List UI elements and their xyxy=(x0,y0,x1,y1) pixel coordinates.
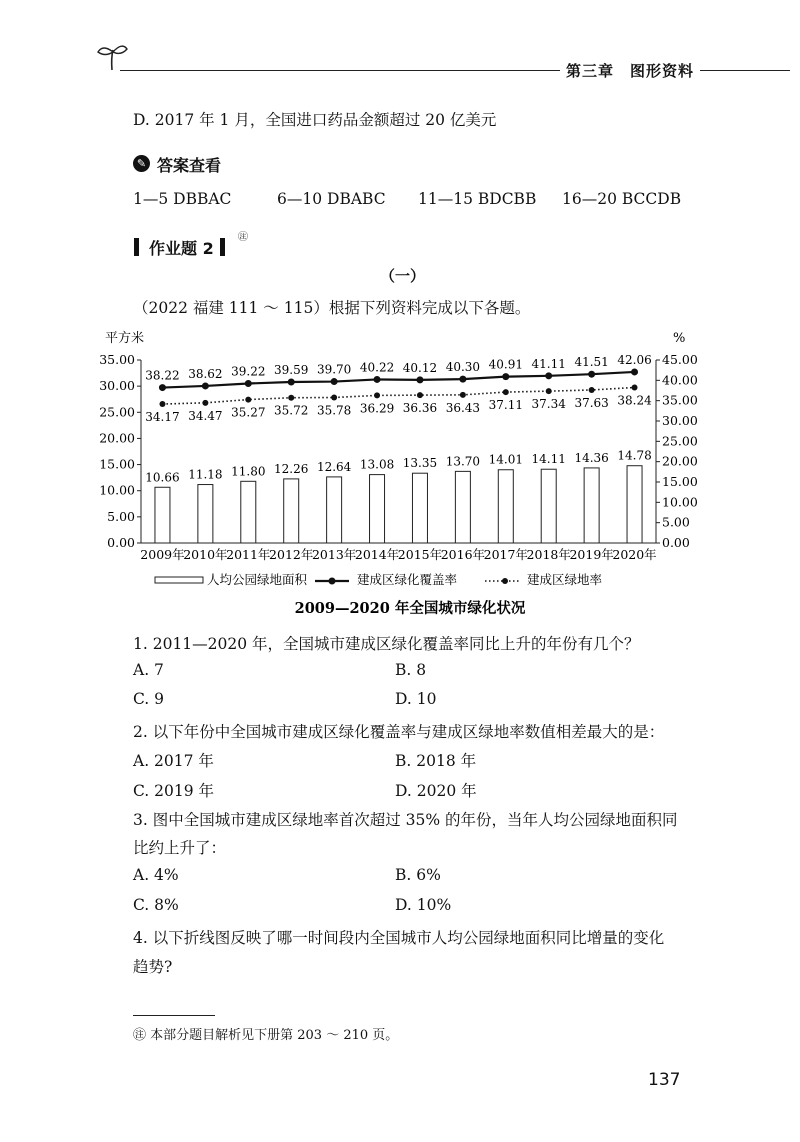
greenland-point xyxy=(546,388,552,394)
coverage-point xyxy=(331,378,338,385)
coverage-label: 41.51 xyxy=(574,355,609,370)
bar-2010年 xyxy=(198,485,213,543)
greenland-point xyxy=(589,387,595,393)
q3-stem-line1: 3. 图中全国城市建成区绿地率首次超过 35% 的年份，当年人均公园绿地面积同 xyxy=(133,811,678,829)
bar-label: 11.80 xyxy=(231,464,266,479)
coverage-label: 40.30 xyxy=(445,360,481,375)
x-tick-label: 2015年 xyxy=(397,547,443,562)
bar-label: 14.78 xyxy=(617,448,652,463)
left-tick-label: 10.00 xyxy=(99,482,135,498)
right-tick-label: 10.00 xyxy=(662,494,698,510)
q2-stem: 2. 以下年份中全国城市建成区绿化覆盖率与建成区绿地率数值相差最大的是： xyxy=(133,723,665,741)
footnote-mark: ㊟ xyxy=(238,232,248,243)
sprout-icon xyxy=(95,40,129,74)
right-tick-label: 40.00 xyxy=(662,372,698,388)
coverage-point xyxy=(631,368,638,375)
greenland-label: 36.36 xyxy=(402,401,438,416)
q1-option-d: D. 10 xyxy=(395,690,437,708)
right-tick-label: 35.00 xyxy=(662,392,698,408)
x-tick-label: 2010年 xyxy=(183,547,228,562)
x-tick-label: 2011年 xyxy=(226,547,271,562)
bar-2020年 xyxy=(627,466,642,543)
greenland-label: 35.27 xyxy=(231,405,266,420)
greenland-point xyxy=(460,392,466,398)
greenland-point xyxy=(417,392,423,398)
bar-label: 13.70 xyxy=(445,454,481,469)
bar-label: 12.64 xyxy=(316,459,352,474)
greenland-label: 38.24 xyxy=(617,393,652,408)
q2-option-a: A. 2017 年 xyxy=(133,752,214,770)
q3-option-b: B. 6% xyxy=(395,866,441,884)
q1-option-b: B. 8 xyxy=(395,661,427,679)
coverage-label: 41.11 xyxy=(531,356,566,371)
bar-label: 14.36 xyxy=(574,450,609,465)
greenland-point xyxy=(245,397,251,403)
legend-dotted-label: 建成区绿地率 xyxy=(527,572,603,587)
left-unit-label: 平方米 xyxy=(105,331,145,346)
left-tick-label: 25.00 xyxy=(99,404,135,420)
greening-chart xyxy=(95,325,725,625)
bar-2009年 xyxy=(155,487,170,543)
greenland-label: 36.43 xyxy=(445,400,481,415)
right-tick-label: 5.00 xyxy=(662,514,690,530)
bar-2013年 xyxy=(327,477,342,543)
legend-bar-label: 人均公园绿地面积 xyxy=(207,572,308,587)
answer-2: 6—10 DBABC xyxy=(277,190,386,208)
coverage-point xyxy=(459,376,466,383)
answer-3: 11—15 BDCBB xyxy=(418,190,537,208)
right-unit-label: % xyxy=(673,331,686,346)
part-title: （一） xyxy=(380,267,426,285)
coverage-point xyxy=(288,379,295,386)
x-tick-label: 2014年 xyxy=(354,547,400,562)
greenland-point xyxy=(374,392,380,398)
left-tick-label: 20.00 xyxy=(99,430,135,446)
chapter-title: 第三章 图形资料 xyxy=(566,62,695,80)
bar-2018年 xyxy=(541,469,556,543)
x-tick-label: 2013年 xyxy=(311,547,357,562)
section-bar-right xyxy=(220,238,225,256)
coverage-label: 38.22 xyxy=(145,368,180,383)
greenland-label: 34.47 xyxy=(188,408,223,423)
x-tick-label: 2016年 xyxy=(440,547,486,562)
header-rule-right xyxy=(700,70,790,71)
greenland-label: 37.11 xyxy=(488,398,523,413)
coverage-point xyxy=(159,384,166,391)
q1-stem: 1. 2011—2020 年，全国城市建成区绿化覆盖率同比上升的年份有几个？ xyxy=(133,635,640,653)
bar-2016年 xyxy=(455,471,470,543)
left-tick-label: 35.00 xyxy=(99,352,135,367)
footnote-rule xyxy=(133,1015,215,1016)
x-tick-label: 2009年 xyxy=(140,547,185,562)
bar-2015年 xyxy=(412,473,427,543)
right-tick-label: 0.00 xyxy=(662,535,690,550)
page-number: 137 xyxy=(648,1070,681,1090)
q2-option-d: D. 2020 年 xyxy=(395,782,477,800)
coverage-label: 42.06 xyxy=(617,352,652,367)
x-tick-label: 2018年 xyxy=(526,547,571,562)
chart-title: 2009—2020 年全国城市绿化状况 xyxy=(294,600,526,617)
legend-line-label: 建成区绿化覆盖率 xyxy=(357,572,458,587)
x-tick-label: 2019年 xyxy=(569,547,614,562)
bar-2012年 xyxy=(284,479,299,543)
bar-label: 11.18 xyxy=(188,467,223,482)
right-tick-label: 25.00 xyxy=(662,433,698,449)
coverage-point xyxy=(545,372,552,379)
intro-text: （2022 福建 111 ～ 115）根据下列资料完成以下各题。 xyxy=(133,299,531,317)
coverage-point xyxy=(202,382,209,389)
bar-label: 14.11 xyxy=(531,452,566,467)
x-tick-label: 2020年 xyxy=(612,547,657,562)
q2-option-b: B. 2018 年 xyxy=(395,752,477,770)
bar-label: 14.01 xyxy=(488,452,523,467)
greenland-label: 34.17 xyxy=(145,410,180,425)
greenland-label: 36.29 xyxy=(359,401,395,416)
q3-stem-line2: 比约上升了： xyxy=(133,839,227,857)
coverage-point xyxy=(502,373,509,380)
prev-option-d: D. 2017 年 1 月，全国进口药品金额超过 20 亿美元 xyxy=(133,111,497,129)
greenland-point xyxy=(632,384,638,390)
legend-bar-swatch xyxy=(155,577,203,583)
coverage-point xyxy=(374,376,381,383)
x-tick-label: 2017年 xyxy=(483,547,528,562)
left-tick-label: 0.00 xyxy=(107,535,135,550)
q3-option-a: A. 4% xyxy=(133,866,179,884)
greenland-point xyxy=(202,400,208,406)
greenland-label: 37.34 xyxy=(531,397,566,412)
coverage-label: 39.59 xyxy=(274,363,309,378)
q4-stem-line2: 趋势? xyxy=(133,958,173,976)
bar-2011年 xyxy=(241,481,256,543)
greenland-point xyxy=(331,394,337,400)
coverage-label: 39.22 xyxy=(231,364,266,379)
bar-label: 10.66 xyxy=(145,470,180,485)
coverage-label: 40.91 xyxy=(488,357,523,372)
header-rule-left xyxy=(120,70,560,71)
q2-option-c: C. 2019 年 xyxy=(133,782,215,800)
q1-option-c: C. 9 xyxy=(133,690,165,708)
legend-line-marker xyxy=(329,578,336,585)
section-bar-left xyxy=(134,238,139,256)
q3-option-d: D. 10% xyxy=(395,896,452,914)
right-tick-label: 30.00 xyxy=(662,413,698,428)
bar-2019年 xyxy=(584,468,599,543)
footnote-text: ㊟ 本部分题目解析见下册第 203 ～ 210 页。 xyxy=(133,1028,399,1043)
coverage-label: 38.62 xyxy=(188,366,223,381)
left-tick-label: 5.00 xyxy=(107,508,135,524)
answer-4: 16—20 BCCDB xyxy=(562,190,682,208)
bar-label: 13.35 xyxy=(402,456,438,471)
greenland-label: 35.78 xyxy=(316,403,352,418)
q3-option-c: C. 8% xyxy=(133,896,179,914)
left-tick-label: 30.00 xyxy=(99,378,135,394)
coverage-point xyxy=(245,380,252,387)
greenland-label: 37.63 xyxy=(574,395,609,410)
bar-2017年 xyxy=(498,470,513,543)
coverage-label: 40.12 xyxy=(402,360,438,375)
q4-stem-line1: 4. 以下折线图反映了哪一时间段内全国城市人均公园绿地面积同比增量的变化 xyxy=(133,929,665,947)
section-title: 作业题 2 xyxy=(149,239,214,258)
coverage-point xyxy=(588,371,595,378)
coverage-label: 40.22 xyxy=(359,360,395,375)
bar-2014年 xyxy=(370,475,385,543)
right-tick-label: 45.00 xyxy=(662,352,698,367)
q1-option-a: A. 7 xyxy=(133,661,164,679)
right-tick-label: 15.00 xyxy=(662,474,698,489)
bar-label: 12.26 xyxy=(274,461,309,476)
greenland-point xyxy=(159,401,165,407)
greenland-point xyxy=(288,395,294,401)
greenland-point xyxy=(503,389,509,395)
greenland-label: 35.72 xyxy=(274,403,309,418)
x-tick-label: 2012年 xyxy=(269,547,314,562)
bar-label: 13.08 xyxy=(359,457,395,472)
legend-dotted-marker xyxy=(502,578,508,584)
right-tick-label: 20.00 xyxy=(662,453,698,469)
answer-1: 1—5 DBBAC xyxy=(133,190,232,208)
coverage-label: 39.70 xyxy=(316,362,352,377)
left-tick-label: 15.00 xyxy=(99,456,135,472)
answer-icon: ✎ xyxy=(133,155,150,172)
coverage-point xyxy=(416,376,423,383)
answer-title: 答案查看 xyxy=(157,156,222,175)
